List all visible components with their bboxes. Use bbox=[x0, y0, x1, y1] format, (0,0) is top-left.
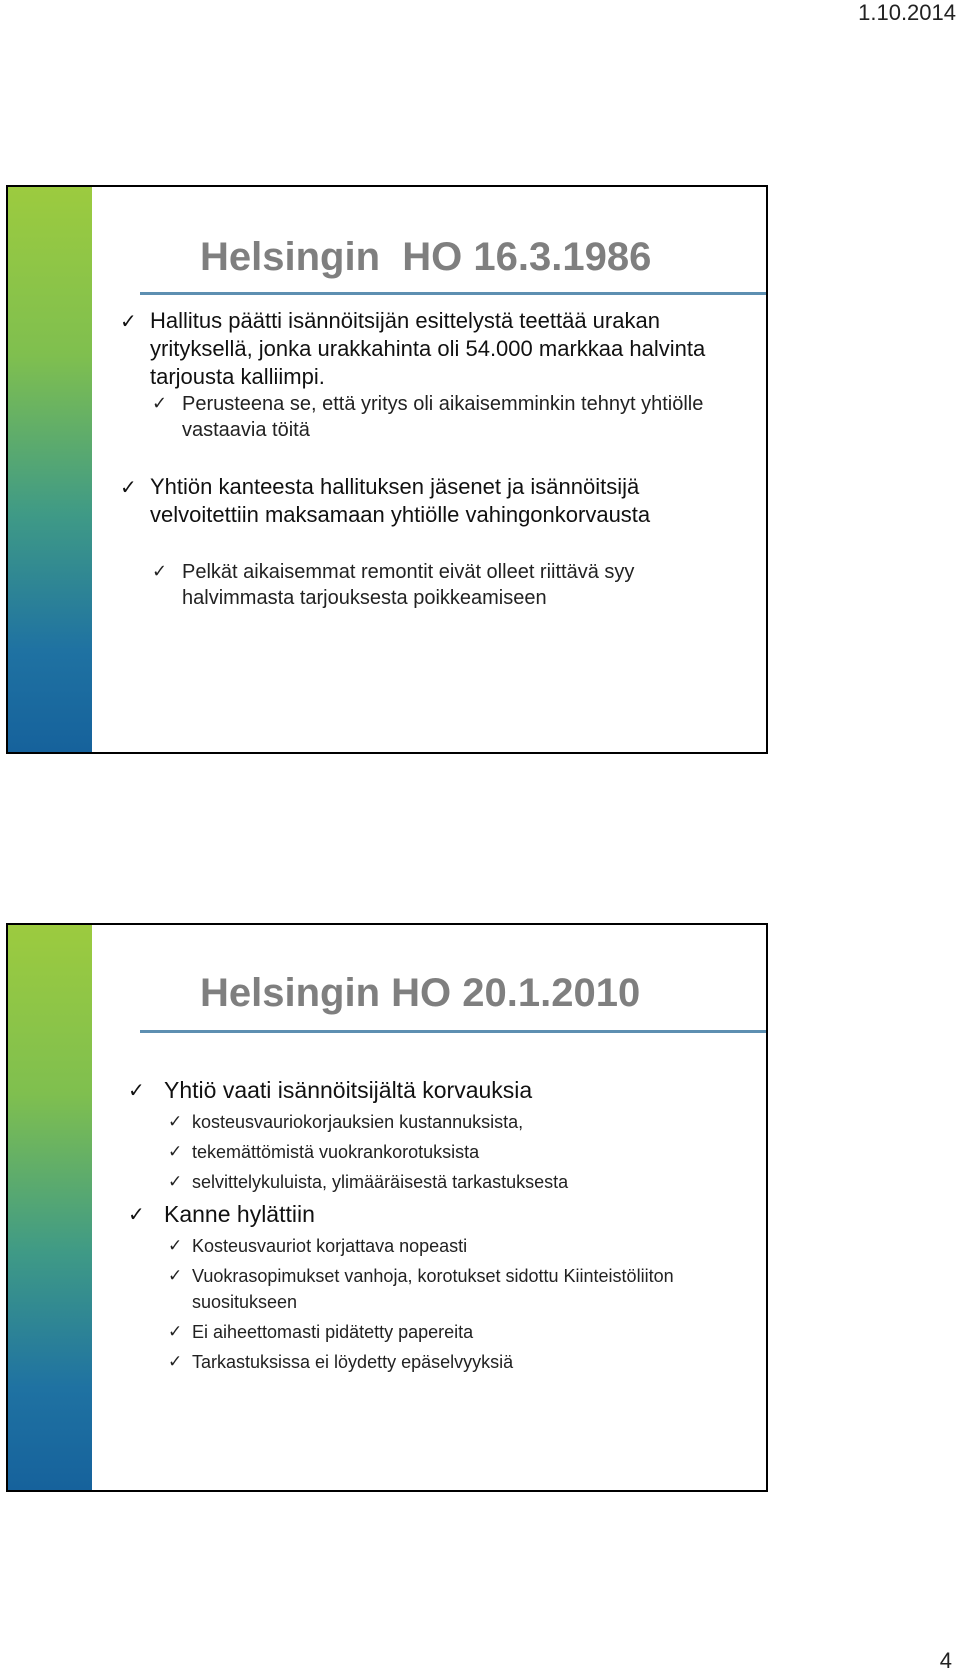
bullet-text: Perusteena se, että yritys oli aikaisemminkin tehnyt yhtiölle vastaavia töitä bbox=[182, 393, 704, 441]
bullet-text: Yhtiön kanteesta hallituksen jäsenet ja isännöitsijä velvoitettiin maksamaan yhtiölle vahingonkorvausta bbox=[150, 474, 651, 527]
bullet-list bbox=[120, 307, 748, 611]
spacer bbox=[120, 443, 748, 473]
bullet-text: Kanne hylättiin bbox=[164, 1201, 315, 1227]
checkmark-icon: ✓ bbox=[168, 1112, 183, 1132]
checkmark-icon: ✓ bbox=[120, 475, 137, 499]
bullet-item bbox=[128, 1075, 748, 1105]
sub-bullet-item bbox=[128, 1349, 748, 1375]
bullet-text: Vuokrasopimukset vanhoja, korotukset sidottu Kiinteistöliiton suositukseen bbox=[192, 1266, 674, 1312]
bullet-text: tekemättömistä vuokrankorotuksista bbox=[192, 1142, 480, 1162]
bullet-text: Ei aiheettomasti pidätetty papereita bbox=[192, 1322, 474, 1342]
sub-bullet-item bbox=[128, 1233, 748, 1259]
checkmark-icon: ✓ bbox=[128, 1202, 145, 1226]
bullet-item bbox=[120, 473, 748, 529]
sub-bullet-item bbox=[128, 1263, 748, 1315]
bullet-item bbox=[120, 307, 748, 391]
checkmark-icon: ✓ bbox=[152, 393, 168, 414]
checkmark-icon: ✓ bbox=[168, 1142, 183, 1162]
sub-bullet-item bbox=[128, 1319, 748, 1345]
sub-bullet-item bbox=[128, 1139, 748, 1165]
checkmark-icon: ✓ bbox=[168, 1266, 183, 1286]
page-number: 4 bbox=[939, 1648, 952, 1673]
bullet-list bbox=[128, 1075, 748, 1375]
bullet-text: kosteusvauriokorjauksien kustannuksista, bbox=[192, 1112, 524, 1132]
title-divider bbox=[140, 1030, 766, 1033]
bullet-text: Tarkastuksissa ei löydetty epäselvyyksiä bbox=[192, 1352, 514, 1372]
bullet-text: Kosteusvauriot korjattava nopeasti bbox=[192, 1236, 468, 1256]
sub-bullet-item bbox=[120, 391, 748, 443]
slide-2 bbox=[6, 923, 768, 1492]
checkmark-icon: ✓ bbox=[168, 1352, 183, 1372]
checkmark-icon: ✓ bbox=[168, 1236, 183, 1256]
checkmark-icon: ✓ bbox=[152, 561, 168, 582]
page-date: 1.10.2014 bbox=[858, 0, 956, 25]
bullet-text: selvittelykuluista, ylimääräisestä tarkastuksesta bbox=[192, 1172, 569, 1192]
bullet-text: Yhtiö vaati isännöitsijältä korvauksia bbox=[164, 1077, 533, 1103]
slide-1 bbox=[6, 185, 768, 754]
title-divider bbox=[140, 292, 766, 295]
checkmark-icon: ✓ bbox=[168, 1322, 183, 1342]
sub-bullet-item bbox=[128, 1169, 748, 1195]
checkmark-icon: ✓ bbox=[168, 1172, 183, 1192]
sub-bullet-item bbox=[128, 1109, 748, 1135]
checkmark-icon: ✓ bbox=[128, 1078, 145, 1102]
slide-accent-band bbox=[8, 925, 92, 1490]
bullet-text: Pelkät aikaisemmat remontit eivät olleet riittävä syy halvimmasta tarjouksesta poikkeamiseen bbox=[182, 561, 635, 609]
sub-bullet-item bbox=[120, 559, 748, 611]
bullet-text: Hallitus päätti isännöitsijän esittelystä teettää urakan yrityksellä, jonka urakkahinta oli 54.000 markkaa halvinta tarjousta kalliimpi. bbox=[150, 308, 706, 389]
bullet-item bbox=[128, 1199, 748, 1229]
slide-accent-band bbox=[8, 187, 92, 752]
slide-title: Helsingin HO 16.3.1986 bbox=[200, 235, 652, 279]
slide-title: Helsingin HO 20.1.2010 bbox=[200, 971, 641, 1015]
spacer bbox=[120, 529, 748, 559]
checkmark-icon: ✓ bbox=[120, 309, 137, 333]
